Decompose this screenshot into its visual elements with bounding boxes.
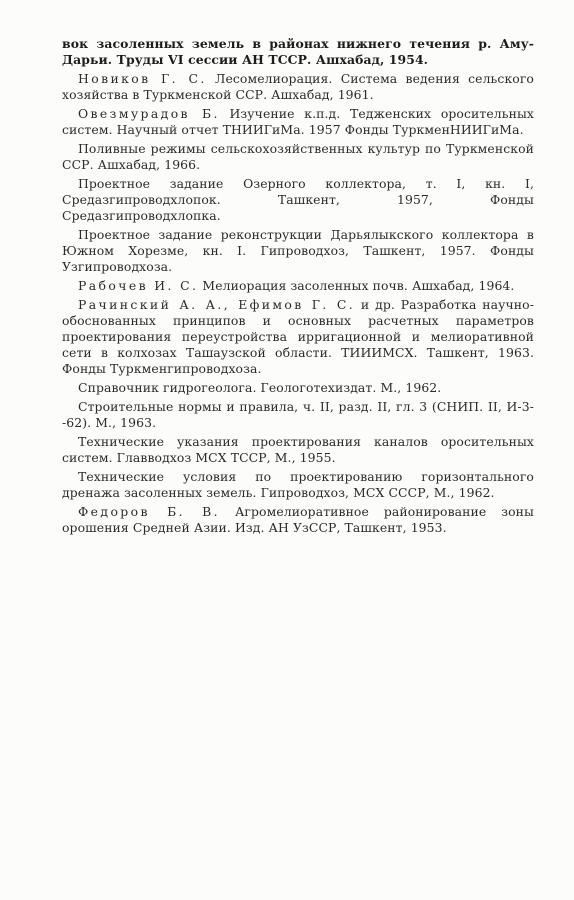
reference-item [62, 278, 534, 294]
reference-author: Овезмурадов Б. [78, 106, 220, 121]
reference-text: Агромелиоративное районирование зоны орошения Средней Азии. Изд. АН УзССР, Ташкент, 1953. [62, 504, 534, 535]
reference-item [62, 227, 534, 275]
reference-author: Рачинский А. А., Ефимов Г. С. [78, 297, 356, 312]
reference-item [62, 141, 534, 173]
reference-item [62, 504, 534, 536]
reference-text: вок засоленных земель в районах нижнего течения р. Аму-Дарьи. Труды VI сессии АН ТССР. Ашхабад, 1954. [62, 36, 534, 67]
reference-text: Проектное задание Озерного коллектора, т. I, кн. I, Средазгипроводхлопок. Ташкент, 1957, Фонды Средазгипроводхлопка. [62, 176, 534, 223]
reference-item [62, 297, 534, 377]
reference-text: Лесомелиорация. Система ведения сельского хозяйства в Туркменской ССР. Ашхабад, 1961. [62, 71, 534, 102]
reference-text: Изучение к.п.д. Теджeнских оросительных систем. Научный отчет ТНИИГиМа. 1957 Фонды ТуркмeнНИИГиМа. [62, 106, 534, 137]
reference-item [62, 176, 534, 224]
reference-item [62, 469, 534, 501]
reference-text: Строительные нормы и правила, ч. II, разд. II, гл. 3 (СНИП. II, И-3--62). М., 1963. [62, 399, 534, 430]
reference-text: Мелиорация засоленных почв. Ашхабад, 1964. [198, 278, 515, 293]
reference-text: Технические указания проектирования каналов оросительных систем. Главводхоз МСХ ТССР, М., 1955. [62, 434, 534, 465]
reference-author: Рабочев И. С. [78, 278, 199, 293]
reference-text: Проектное задание реконструкции Дарьялыкского коллектора в Южном Хорезме, кн. I. Гипроводхоз, Ташкент, 1957. Фонды Узгипроводхоза. [62, 227, 534, 274]
reference-item [62, 380, 534, 396]
reference-author: Федоров Б. В. [78, 504, 221, 519]
reference-list [62, 36, 534, 539]
reference-item [62, 399, 534, 431]
reference-text: Технические условия по проектированию горизонтального дренажа засоленных земель. Гипроводхоз, МСХ СССР, М., 1962. [62, 469, 534, 500]
reference-item [62, 36, 534, 68]
reference-item [62, 106, 534, 138]
reference-text: Поливные режимы сельскохозяйственных культур по Туркменской ССР. Ашхабад, 1966. [62, 141, 534, 172]
reference-author: Новиков Г. С. [78, 71, 207, 86]
reference-item [62, 71, 534, 103]
reference-text: и др. Разработка научно-обоснованных принципов и основных расчетных параметров проектирования переустройства ирригационной и мелиоративной сети в колхозах Ташаузской области. ТИИИМСХ. Ташкент, 1963. Фонды Туркменгипроводхоза. [62, 297, 534, 376]
reference-text: Справочник гидрогеолога. Геологотехиздат. М., 1962. [78, 380, 442, 395]
reference-item [62, 434, 534, 466]
